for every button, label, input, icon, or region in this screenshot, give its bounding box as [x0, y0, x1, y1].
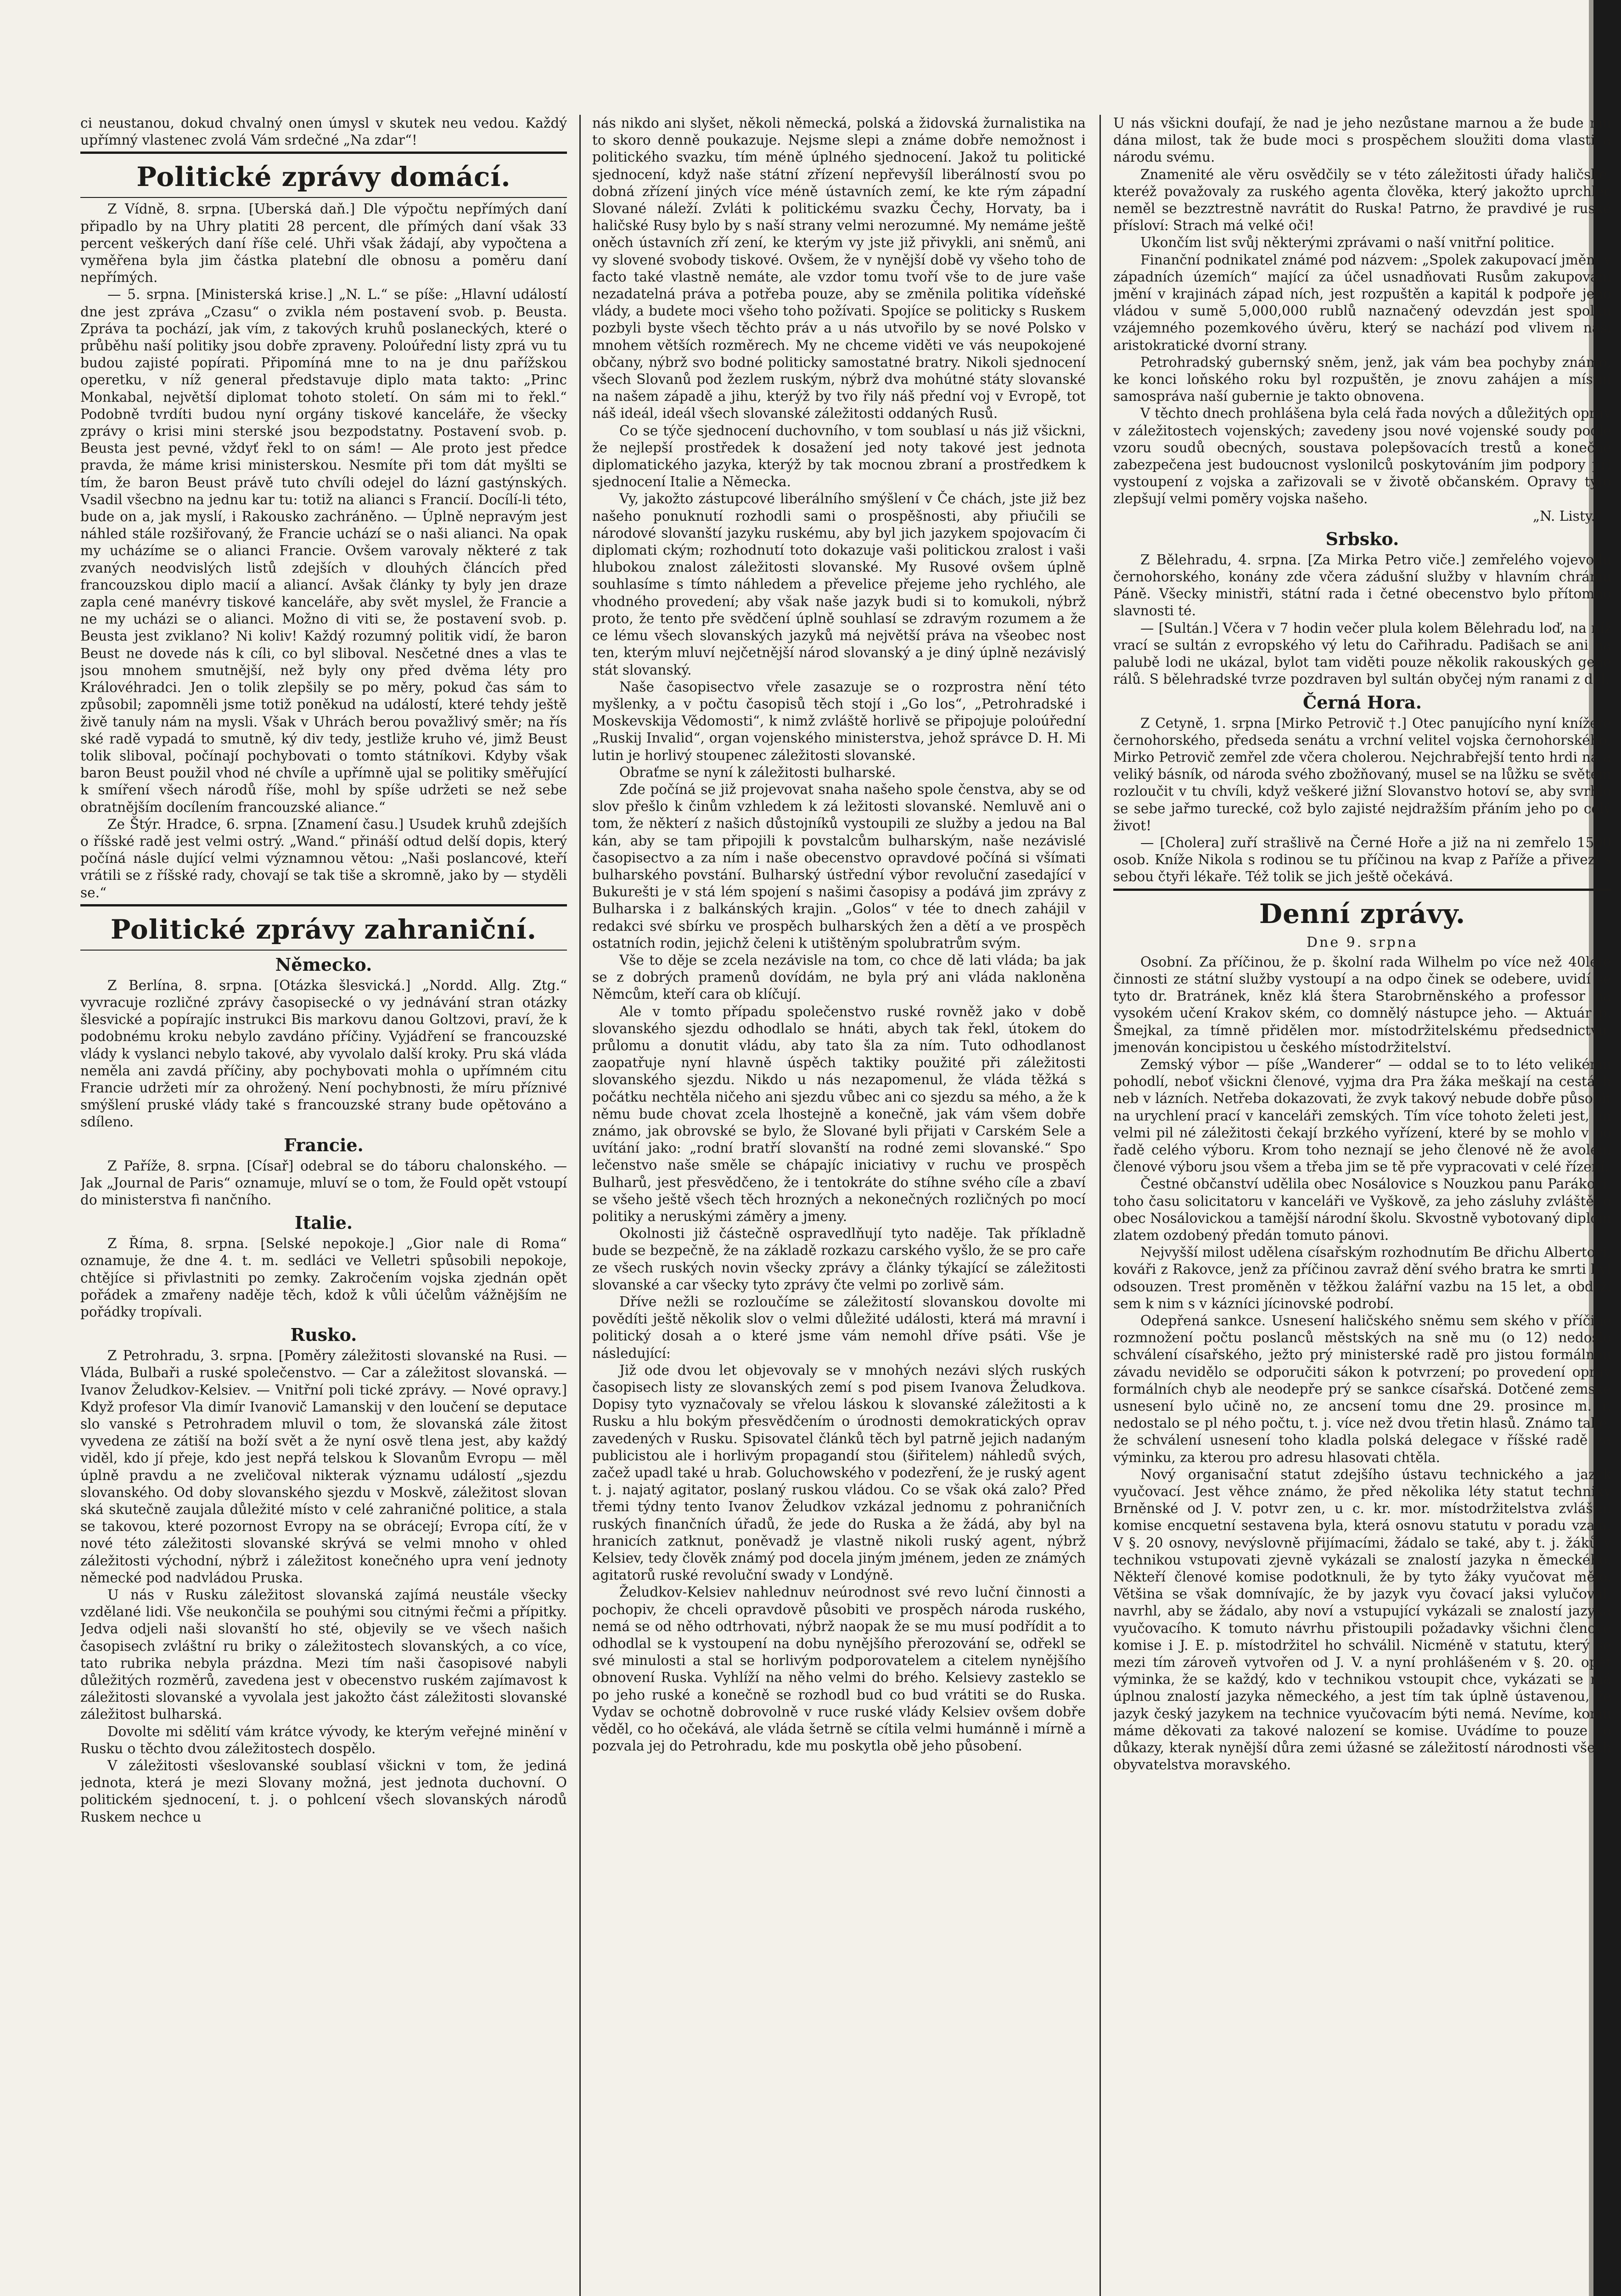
section-title-foreign: Politické zprávy zahraniční.: [110, 913, 537, 945]
article-paragraph: Obraťme se nyní k záležitosti bulharské.: [619, 764, 896, 780]
news-item: Osobní. Za příčinou, že p. školní rada Wilhelm po více než 40leté činnosti ze státní služby vystoupí a na odpo činek se odebere, uvidí se tyto dr. Bratránek, kněz klá štera Starobrněnského a professor na vysokém učení Krakov ském, co domnělý nástupce jeho. — Aktuár p. Šmejkal, za tímně přidělen mor. místodržitelskému předsednictvu, jmenován koncipistou u českého místodržitelství.: [1113, 954, 1611, 1055]
article-paragraph: Z Vídně, 8. srpna. [Uberská daň.] Dle výpočtu nepřímých daní připadlo by na Uhry platiti 28 percent, dle přímých daní však 33 percent veškerých daní říše celé. Uhři však žádají, aby vypočtena a vyměřena byla jim částka platební dle obnosu a poměru daní nepřímých.: [80, 201, 567, 286]
article-paragraph: nás nikdo ani slyšet, několi německá, polská a židovská žurnalistika na to skoro denně poukazuje. Nejsme slepi a známe dobře nemožnost i politického svazku, tím méně úplného sjednocení. Jakož tu politické sjednocení, když naše státní zřízení nepřevyšíl liberálností svou po dobná zřízení jiných více méně ústavních zemí, ke kte rým západní Slované náleží. Zvláti k politickému svazku Čechy, Horvaty, ba i haličské Rusy bylo by s naší strany velmi nerozumné. My nemáme ještě oněch ústavních zří zení, ke kterým vy jste již přivykli, ani sněmů, ani vy slovené svobody tiskové. Ovšem, že v nynější době vy všeho toho de facto také vlastně nemáte, ale vzdor tomu tvoří vše to de jure vaše nezadatelná práva a potřeba pouze, aby se změnila politika vídeňské vlády, a budete moci všeho toho požívati. Spojíce se politicky s Ruskem pozbyli byste všech těchto práv a u nás utvořilo by se nové Polsko v mnohem větších rozměrech. My ne chceme viděti ve vás neupokojené občany, nýbrž svo bodné politicky samostatné bratry. Nikoli sjednocení všech Slovanů pod žezlem ruským, nýbrž dva mohútné státy slovanské na našem západě a jihu, kterýž by tvo řily náš přední voj v Evropě, tot náš ideál, ideál všech slovanské záležitosti oddaných Rusů.: [592, 115, 1086, 422]
article-paragraph: Želudkov-Kelsiev nahlednuv neúrodnost své revo luční činnosti a pochopiv, že chceli opravdově působiti ve prospěch národa ruského, nemá se od něho odtrhovati, nýbrž naopak že se mu musí podřídit a to odhodlal se k vystoupení na dobu nynějšího přerozování se, odřekl se své minulosti a stal se horlivým podporovatelem a citelem nynějšího obnovení Ruska. Vyhlíží na něho velmi do brého. Kelsievy zasteklo se po jeho ruské a konečně se rozhodl bud co bud vrátiti se do Ruska. Vydav se ochotně dobrovolně v ruce ruské vlády Kelsiev ovšem dobře věděl, co ho očekává, ale vláda šetrně se cítila velmi humánně i mírně a pozvala jej do Petrohradu, kde mu poskytla obě jeho působení.: [592, 1584, 1086, 1754]
article-paragraph: Petrohradský gubernský sněm, jenž, jak vám bea pochyby známo, ke konci loňského roku byl rozpuštěn, je znovu zahájen a místní samospráva naší gubernie je takto obnovena.: [1113, 354, 1611, 405]
source-signature: „N. Listy.“: [1532, 508, 1602, 524]
article-paragraph: Znamenité ale věru osvědčily se v této záležitosti úřady haličské, kteréž považovaly za ruského agenta člověka, který jakožto uprchlec neměl se bezztrestně navrátit do Ruska! Patrno, že pravdivé je ruské přísloví: Strach má velké oči!: [1113, 166, 1611, 234]
article-paragraph: U nás všickni doufají, že nad je jeho nezůstane marnou a že bude mu dána milost, tak že bude moci s prospěchem sloužiti doma vlasti a národu svému.: [1113, 115, 1611, 165]
section-divider: [1113, 889, 1611, 891]
country-heading-france: Francie.: [284, 1134, 364, 1155]
article-paragraph: — 5. srpna. [Ministerská krise.] „N. L.“ se píše: „Hlavní událostí dne jest zpráva „Czasu“ o zvikla ném postavení svob. p. Beusta. Zpráva ta pochází, jak vím, z takových kruhů poslaneckých, které o průběhu naší politiky jsou dobře zpraveny. Poloúřední listy zprá vu tu budou zajisté popírati. Připomíná mne to na je dnu pařížskou operetku, v níž general představuje diplo mata takto: „Princ Monkabal, největší diplomat tohoto století. On sám mi to řekl.“ Podobně tvrdíti budou nyní orgány tiskové kanceláře, že všecky zprávy o krisi mini sterské jsou bezpodstatny. Postavení svob. p. Beusta jest pevné, vždyť řekl to on sám! — Ale proto jest předce pravda, že máme krisi ministerskou. Nesmíte při tom dát myšlti se tím, že baron Beust právě tuto chvíli odejel do lázní gastýnských. Vsadil všecbno na jednu kar tu: totiž na alianci s Francií. Docílí-li této, bude on a, jak myslí, i Rakousko zachráněno. — Úplně nepravým jest náhled stále rozšiřovaný, že Francie uchází se o naši alianci. Na opak my ucházíme se o alianci Francie. Ovšem varovaly některé z tak zvaných neodvislých listů zdejších v dlouhých článcích před francouzskou diplo macií a aliancí. Avšak články ty byly jen draze zapla cené manévry tiskové kanceláře, aby svět myslel, že Francie a ne my ucházi se o alianci. Možno di viti se, že postavení svob. p. Beusta jest zviklano? Ni koliv! Každý rozumný politik vidí, že baron Beust ne dovede nás k cíli, co byl sliboval. Nesčetné dnes a vlas te jsou mnohem smutnější, než byly ony před dvěma léty pro Královéhradci. Jen o tolik zlepšily se po měry, pokud čas sám to způsobil; zapomněli jsme totiž poněkud na událostí, které tehdy ještě živě tanuly nám na mysli. Však v Uhrách berou považlivý směr; na řís ské radě vypadá to smutně, ký div tedy, jestliže kruho vé, jimž Beust tolik sliboval, počínají pochybovati o tomto státníkovi. Kdyby však baron Beust použil vhod né chvíle a upřímně ujal se politiky směřující k smíření všech národů říše, mohl by spíše udržeti se než sebe obratnějším docílením francouzské aliance.“: [80, 287, 567, 815]
section-divider: [80, 152, 567, 154]
news-item: Zemský výbor — píše „Wanderer“ — oddal se to to léto velikému pohodlí, neboť všickni členové, vyjma dra Pra žáka meškají na cestách neb v lázních. Netřeba dokazovati, že zvyk takový nebude dobře působit na urychlení prací v kanceláři zemských. Tím více tohoto želeti jest, an velmi pil né záležitosti čekají brzkého vyřízení, které by se mohlo v po řadě celého výboru. Krom toho neznají se jeho členové ně že avolení členové výboru jsou všem a třeba jim se tě pře vypracovati v celé řízení.: [1113, 1056, 1611, 1175]
section-divider: [80, 950, 567, 951]
article-paragraph: Z Bělehradu, 4. srpna. [Za Mirka Petro viče.] zemřelého vojevodu černohorského, konány zde včera zádušní služby v hlavním chrámu Páně. Všecky ministři, státní rada i četné obecenstvo bylo přítomno slavnosti té.: [1113, 551, 1611, 619]
article-paragraph: Již ode dvou let objevovaly se v mnohých nezávi slých ruských časopisech listy ze slovanských zemí s pod pisem Ivanova Želudkova. Dopisy tyto vyznačovaly se vřelou láskou k slovanské záležitosti a k Rusku a hlu bokým přesvědčením o úrodnosti demokratických oprav zavedených v Rusku. Spisovatel článků těch byl patrně jejich nadaným publicistou ale i horlivým propagandí stou (šiřitelem) náhledů svých, začež upadl také u hrab. Goluchowského v podezření, že je ruský agent t. j. najatý agitator, poslaný ruskou vládou. Co se však oká zalo? Před třemi týdny tento Ivanov Želudkov vzkázal jednomu z pohraničních ruských finančních úřadů, že jede do Ruska a že žádá, aby byl na hranicích zatknut, poněvadž je vlastně nikoli ruský agent, nýbrž Kelsiev, tedy člověk známý pod docela jiným jménem, jeden ze známých agitatorů ruské revoluční swady v Londýně.: [592, 1362, 1086, 1583]
column-rule-2: [1099, 115, 1101, 2296]
article-paragraph: Naše časopisectvo vřele zasazuje se o rozprostra nění této myšlenky, a v počtu časopisů těch stojí i „Go los“, „Petrohradské i Moskevskija Vědomosti“, k nimž zvláště horlivě se připojuje poloúřední „Ruskij Invalid“, organ vojenského ministerstva, jehož správce D. H. Mi lutin je horlivý stoupenec záležitosti slovanské.: [592, 679, 1086, 763]
news-item: Odepřená sankce. Usnesení haličského sněmu sem ského v příčině rozmnožení počtu poslanců městských na sně mu (o 12) nedošlo schválení císařského, ježto prý ministerské radě pro jistou formálnou závadu nevidělo se odporučiti sákon k potvrzení; po provedení oprav formálních chyb ale neodepře prý se sankce císařská. Dotčené zemské usnesení bylo učině no, ze ancsení tomu dne 29. prosince m. r. nedostalo se pl ného počtu, t. j. více než dvou třetin hlasů. Známo také, že schválení usnesení toho kladla polská delegace v říšské radě za výminku, za kterou pro adresu hlasovati chtěla.: [1113, 1313, 1611, 1465]
article-paragraph: Vy, jakožto zástupcové liberálního smýšlení v Če chách, jste již bez našeho ponuknutí rozhodli sami o prospěšnosti, aby přiučili se národové slovanští jazyku ruskému, aby byl jich jazykem spojovacím či diplomati ckým; rozhodnutí toto dokazuje vaši politickou zralost i vaši hlubokou znalost záležitosti slovanské. My Rusové ovšem úplně souhlasíme s tímto náhledem a převelice přejeme jeho rychlého, ale vhodného provedení; aby však naše jazyk budi si to komukoli, nýbrž proto, že tento pře svědčení úplně souhlasí se zdravým rozumem a že ce lému všech slovanských jazyků má největší práva na všeobec nost ten, kterým mluví nejčetnější národ slovanský a je diný úplně nezávislý stát slovanský.: [592, 491, 1086, 678]
article-paragraph: — [Sultán.] Včera v 7 hodin večer plula kolem Bělehradu loď, na níž vrací se sultán z evropského vý letu do Cařihradu. Padišach se ani na palubě lodi ne ukázal, bylot tam viděti pouze několik rakouských gene rálů. S bělehradské tvrze pozdraven byl sultán obyčej ným ranami z děl.: [1113, 620, 1611, 687]
country-heading-italy: Italie.: [294, 1212, 353, 1233]
article-paragraph: Finanční podnikatel známé pod názvem: „Spolek zakupovací jmění v západních územích“ mající za účel usnadňovati Rusům zakupování jmění v krajinách západ ních, jest rozpuštěn a kapitál k podpoře jeho vládou v sumě 5,000,000 rublů naznačený odevzdán jest spolku vzájemného pozemkového úvěru, který se nachází pod vlivem naší aristokratické dvorní strany.: [1113, 252, 1611, 353]
country-heading-russia: Rusko.: [290, 1324, 357, 1345]
country-heading-germany: Německo.: [275, 954, 372, 975]
article-paragraph: Z Paříže, 8. srpna. [Císař] odebral se do táboru chalonského. — Jak „Journal de Paris“ oznamuje, mluví se o tom, že Fould opět vstoupí do ministerstva fi nančního.: [80, 1158, 567, 1208]
column-rule-1: [579, 115, 581, 2296]
column-3: [1113, 115, 1611, 2296]
article-paragraph: Z Berlína, 8. srpna. [Otázka šlesvická.] „Nordd. Allg. Ztg.“ vyvracuje rozličné zprávy časopisecké o vy jednávání stran otázky šlesvické a popírajíc instrukci Bis markovu danou Goltzovi, praví, že k podobnému kroku nebylo zavdáno příčiny. Vyjádření se francouzské vlády k vyslanci nebylo takové, aby vyvolalo další kroky. Pru ská vláda neměla ani zavdá příčiny, aby pochybovati mohla o upřímném citu Francie udržeti mír za ohrožený. Není pochybnosti, že míru příznivé smýšlení pruské vlády také s francouzské strany bude opětováno a sdíleno.: [80, 977, 567, 1130]
article-paragraph: V těchto dnech prohlášena byla celá řada nových a důležitých oprav v záležitostech vojenských; zavedeny jsou nové vojenské soudy podle vzoru soudů obecných, soustava polepšovacích trestů a konečně zabezpečena jest budoucnost vyslonilců poskytováním jim podpory při vystoupení z vojska a zařizovali se v životě občanském. Opravy tyto zlepšují velmi poměry vojska našeho.: [1113, 405, 1611, 507]
news-item: Nový organisační statut zdejšího ústavu technického a jazyk vyučovací. Jest věhce známo, že před několika léty statut techniky Brněnské od J. V. potvr zen, u c. kr. mor. místodržitelstva zvláštní komise encquetní sestavena byla, která osnovu statutu v poradu vzala. V §. 20 osnovy, nevýslovně přijímacími, žádalo se také, aby t. j. žáků v technikou vstupovati zjevně vykázali se znalostí jazyka n ěmeckého. Někteří členové komise podotknuli, že by tyto žáky vyučovat mělo. Většina se však domnívajíc, že by jazyk vyu čovací jaksi vylučoval, navrhl, aby se žádalo, aby noví a vstupující vykázali se znalostí jazyka vyučovacího. K tomuto návrhu přistoupili požadavky všichni členové komise i J. E. p. místodržitel ho schválil. Nicméně v statutu, který se mezi tím zároveň vytvořen od J. V. a nyní prohlášeném v §. 20. opět výminka, že se každý, kdo v technikou vstoupit chce, vykázati se má úplnou znalostí jazyka německého, a jest tím tak úplně ústavenou, že jazyk český jazykem na technice vyučovacím býti nemá. Nevíme, komu máme děkovati za takové nalození se komise. Uvádíme to pouze co důkazy, kterak nynější důra zemi úžasné se záležitostí národnosti všech obyvatelstva moravského.: [1113, 1466, 1611, 1773]
article-paragraph: Ze Štýr. Hradce, 6. srpna. [Znamení času.] Usudek kruhů zdejších o říšské radě jest velmi ostrý. „Wand.“ přináší odtud delší dopis, který počíná násle dující velmi významnou větou: „Naši poslancové, kteří vrátili se z říšské rady, chovají se tak tiše a skromně, jako by — styděli se.“: [80, 816, 567, 900]
article-paragraph: Vše to děje se zcela nezávisle na tom, co chce dě lati vláda; ba jak se z dobrých pramenů dovídám, ne byla prý ani vláda nakloněna Němcům, kteří cara ob klíčují.: [592, 952, 1086, 1002]
country-heading-serbia: Srbsko.: [1325, 528, 1399, 549]
section-divider: [80, 197, 567, 198]
article-paragraph: Dovolte mi sdělití vám krátce vývody, ke kterým veřejné minění v Rusku o těchto dvou záležitostech dospělo.: [80, 1723, 567, 1756]
section-title-domestic: Politické zprávy domácí.: [136, 161, 511, 193]
article-paragraph: Ukončím list svůj některými zprávami o naší vnitřní politice.: [1140, 235, 1555, 251]
news-item: Nejvyšší milost udělena císařským rozhodnutím Be dřichu Albertovi, kováři z Rakovce, jenž za příčinou zavraž dění svého bratra ke smrti byl odsouzen. Trest proměněn v těžkou žalářní vazbu na 15 let, a obdrží sem k nim s v kázníci jícinovské podrobí.: [1113, 1244, 1611, 1311]
article-paragraph: Zde počíná se již projevovat snaha našeho spole čenstva, aby se od slov přešlo k činům vzhledem k zá ležitosti slovanské. Nemluvě ani o tom, že některí z našich důstojníků vystoupili ze služby a jedou na Bal kán, aby se tam připojili k povstalcům bulharským, naše nezávislé časopisectvo a za ním i naše obecenstvo opravdové počíná si všímati bulharského povstání. Bulharský ústřední výbor revoluční zasedající v Bukurešti je v stá lém spojení s našimi časopisy a podává jim zprávy z Bulharska i z balkánských krajin. „Golos“ v tée to dnech zahájil v redakci své sbírku ve prospěch bulharských žen a dětí a ve prospěch ostatních rodin, jejichž čeleni k utištěným spolubratrům svým.: [592, 781, 1086, 951]
article-paragraph: Ale v tomto případu společenstvo ruské rovněž jako v době slovanského sjezdu odhodlalo se hnáti, abych tak řekl, útokem do průlomu a donutit vládu, aby tato šla za ním. Tuto odhodlanost zaopatřuje nyní hlavně úspěch taktiky použité při záležitosti slovanského sjezdu. Nikdo u nás nezapomenul, že vláda těžká s počátku nechtěla ničeho ani sjezdu vůbec ani co sjezdu sa mého, a že k němu bude chovat zcela lhostejně a konečně, jak vám všem dobře známo, jak obrovské se bylo, že Slované byli přijati v Carském Sele a uvítání jako: „rodní bratří slovanští na rodné zemi slovanské.“ Spo lečenstvo naše směle se chápajíc iniciativy v ruchu ve prospěch Bulharů, jest přesvědčeno, že i tentokráte do stíhne svého cíle a zbaví se všeho ještě všech těch hrozných a nekonečných rozličných po mocí politiky a neruskými záměry a jmeny.: [592, 1003, 1086, 1224]
article-paragraph: Dříve nežli se rozloučíme se záležitostí slovanskou dovolte mi povědíti ještě několik slov o velmi důležité události, která má mravní i politický dosah a o které jsme vám nemohl dříve psáti. Vše je následující:: [592, 1294, 1086, 1361]
country-heading-montenegro: Černá Hora.: [1302, 692, 1422, 713]
column-1: [80, 115, 567, 2296]
section-title-daily-news: Denní zprávy.: [1259, 898, 1466, 929]
article-paragraph: Z Cetyně, 1. srpna [Mirko Petrovič †.] Otec panujícího nyní knížete černohorského, předseda senátu a vrchní velitel vojska černohorského, Mirko Petrovič zemřel zde včera cholerou. Nejchrabřejší tento hrdi na a veliký básník, od národa svého zbožňovaný, musel se na lůžku se světem rozloučit v tu chvíli, když veškeré jižní Slovanstvo hotoví se, aby svrhlo se sebe jařmo turecké, což bylo zajisté nejdražším přáním jeho po celý život!: [1113, 715, 1611, 833]
section-date: Dne 9. srpna: [1307, 934, 1418, 951]
column-2: [592, 115, 1086, 2296]
article-paragraph: Co se týče sjednocení duchovního, v tom soublasí u nás již všickni, že nejlepší prostředek k dosažení jed noty takové jest jednota diplomatického jazyka, kterýž by tak mocnou zbraní a prostředkem k sjednocení Italie a Německa.: [592, 422, 1086, 490]
article-paragraph: Z Říma, 8. srpna. [Selské nepokoje.] „Gior nale di Roma“ oznamuje, že dne 4. t. m. sedláci ve Velletri spůsobili nepokoje, chtějíce si přivlastniti po zemky. Zakročením vojska zjednán opět pořádek a zmařeny naděje těch, kdož k vůli účelům vážnějším ne pořádky tropívali.: [80, 1236, 567, 1320]
article-paragraph: Okolnosti již částečně ospravedlňují tyto naděje. Tak příkladně bude se bezpečně, že na základě rozkazu carského vyšlo, že se pro caře ze všech ruských novin všecky zprávy a články týkající se záležitosti slovanské a car všecky tyto zprávy čte velmi po zorlivě sám.: [592, 1226, 1086, 1293]
article-paragraph: V záležitosti všeslovanské soublasí všickni v tom, že jediná jednota, která je mezi Slovany možná, jest jednota duchovní. O politickém sjednocení, t. j. o pohlcení všech slovanských národů Ruskem nechce u: [80, 1758, 567, 1825]
news-item: Čestné občanství udělila obec Nosálovice s Nouzkou panu Parákovi, toho času solicitatoru v kanceláři ve Vyškově, za jeho zásluhy zvláště, o obec Nosálovickou a tamější národní školu. Skvostně vybotovaný diplom zlatem ozdobený předán tomuto pánovi.: [1113, 1176, 1611, 1243]
article-paragraph: Z Petrohradu, 3. srpna. [Poměry záležitosti slovanské na Rusi. — Vláda, Bulbaři a ruské společenstvo. — Car a záležitost slovanská. — Ivanov Želudkov-Kelsiev. — Vnitřní poli tické zprávy. — Nové opravy.] Když profesor Vla dimír Ivanovič Lamanskij v den loučení se deputace slo vanské s Petrohradem mluvil o tom, že slovanská zále žitost vyvedena ze zátiší na boží svět a že nyní osvě tlena jest, aby každý viděl, kdo jí přeje, kdo jest nepřá telskou k Slovanům Evropu — měl úplně pravdu a ne zveličoval nikterak významu událostí „sjezdu slovanského. Od doby slovanského sjezdu v Moskvě, záležitost slovan ská skutečně zaujala důležité místo v celé zahraničné politice, a stala se takovou, které pozornost Evropy na se obrácejí; Evropa cítí, že v nové této záležitosti slovanské skrývá se velmi mnoho v ohled záležitosti východní, nýbrž i záležitost konečného upra vení jednoty německé pod nadvládou Pruska.: [80, 1348, 567, 1586]
article-paragraph: U nás v Rusku záležitost slovanská zajímá neustále všecky vzdělané lidi. Vše neukončila se pouhými sou citnými řečmi a přípitky. Jedva odjeli naši slovanští ho sté, objevily se ve všech našich časopisech zvláštní ru briky o záležitostech slovanských, a co více, tato rubrika nebyla prázdna. Mezi tím naši časopisové nabyli důležitých rozměrů, zavedena jest v obecenstvo ruském zajímavost k záležitosti slovanské a vyvolala jest jakožto část záležitosti slovanské záležitost bulharská.: [80, 1587, 567, 1722]
column1-opening: ci neustanou, dokud chvalný onen úmysl v skutek neu vedou. Každý upřímný vlastenec zvolá Vám srdečné „Na zdar“!: [80, 115, 567, 148]
section-divider: [80, 904, 567, 906]
article-paragraph: — [Cholera] zuří strašlivě na Černé Hoře a již na ni zemřelo 1500 osob. Kníže Nikola s rodinou se tu příčinou na kvap z Paříže a přivezl s sebou čtyři lékaře. Též tolik se jich ještě očekává.: [1113, 834, 1611, 885]
